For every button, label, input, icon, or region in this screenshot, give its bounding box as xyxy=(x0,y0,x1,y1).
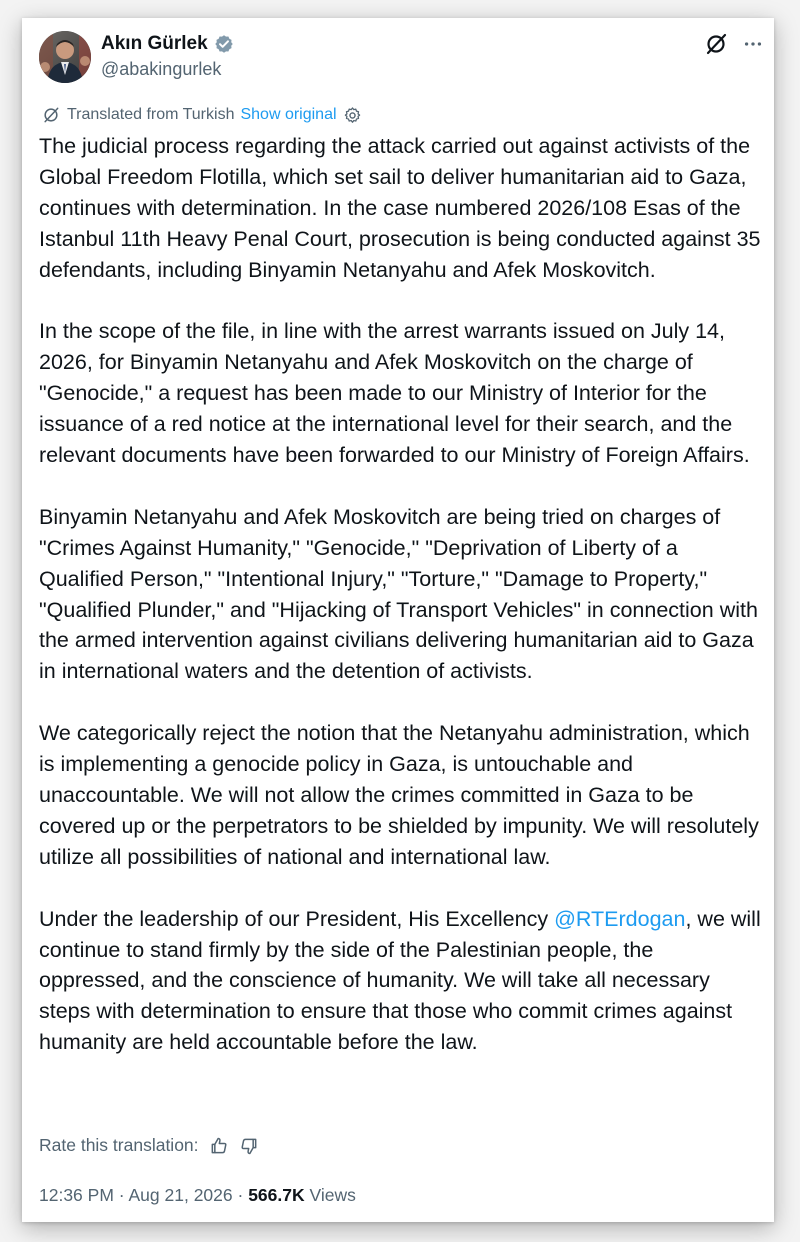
translated-label: Translated from Turkish xyxy=(67,106,235,123)
meta-separator: · xyxy=(113,1185,129,1205)
thumbs-up-icon[interactable] xyxy=(209,1136,229,1156)
thumbs-down-icon[interactable] xyxy=(239,1136,259,1156)
rate-label: Rate this translation: xyxy=(39,1135,199,1155)
more-icon[interactable] xyxy=(742,33,764,55)
views-count: 566.7K xyxy=(248,1185,305,1205)
tweet-paragraph-5 xyxy=(39,904,763,1059)
verified-badge-icon xyxy=(214,34,234,54)
tweet-text xyxy=(39,131,763,1058)
tweet-meta xyxy=(39,1185,356,1206)
tweet-card xyxy=(22,18,774,1222)
tweet-paragraph-2: In the scope of the file, in line with the arrest warrants issued on July 14, 2026, for Binyamin Netanyahu and Afek Moskovitch on the charge of "Genocide," a request has been made to our Ministry of Interior for the issuance of a red notice at the international level for their search, and the relevant documents have been forwarded to our Ministry of Foreign Affairs. xyxy=(39,319,750,468)
paragraph-5-rest: , we will continue to stand firmly by the side of the Palestinian people, the oppressed, and the conscience of humanity. We will take all necessary steps with determination to ensure that those who commit crimes against humanity are held accountable before the law. xyxy=(39,906,761,1055)
tweet-actions xyxy=(704,32,764,56)
rate-translation xyxy=(39,1135,259,1156)
views-label: Views xyxy=(304,1185,356,1205)
avatar-image xyxy=(39,31,91,83)
paragraph-5-lead: Under the leadership of our President, His Excellency xyxy=(39,906,555,931)
author-name[interactable]: Akın Gürlek xyxy=(101,33,208,54)
gear-icon[interactable] xyxy=(343,106,362,125)
meta-separator: · xyxy=(232,1185,249,1205)
grok-icon[interactable] xyxy=(704,32,728,56)
avatar[interactable] xyxy=(39,31,91,83)
tweet-paragraph-3: Binyamin Netanyahu and Afek Moskovitch are being tried on charges of "Crimes Against Humanity," "Genocide," "Deprivation of Liberty of a Qualified Person," "Intentional Injury," "Torture," "Damage to Property," "Qualified Plunder," and "Hijacking of Transport Vehicles" in connection with the armed intervention against civilians delivering humanitarian aid to Gaza in international waters and the detention of activists. xyxy=(39,504,758,684)
author-handle[interactable]: @abakingurlek xyxy=(101,59,222,79)
tweet-paragraph-4: We categorically reject the notion that the Netanyahu administration, which is implementing a genocide policy in Gaza, is untouchable and unaccountable. We will not allow the crimes committed in Gaza to be covered up or the perpetrators to be shielded by impunity. We will resolutely utilize all possibilities of national and international law. xyxy=(39,721,759,869)
translation-notice xyxy=(41,105,362,125)
tweet-date[interactable]: Aug 21, 2026 xyxy=(128,1185,233,1205)
tweet-time[interactable]: 12:36 PM xyxy=(39,1185,114,1205)
mention-link[interactable]: @RTErdogan xyxy=(554,906,686,931)
author-row xyxy=(101,33,234,55)
translate-icon xyxy=(41,105,61,125)
show-original-link[interactable]: Show original xyxy=(240,106,337,123)
tweet-paragraph-1: The judicial process regarding the attack carried out against activists of the Global Freedom Flotilla, which set sail to deliver humanitarian aid to Gaza, continues with determination. In the case numbered 2026/108 Esas of the Istanbul 11th Heavy Penal Court, prosecution is being conducted against 35 defendants, including Binyamin Netanyahu and Afek Moskovitch. xyxy=(39,134,761,282)
